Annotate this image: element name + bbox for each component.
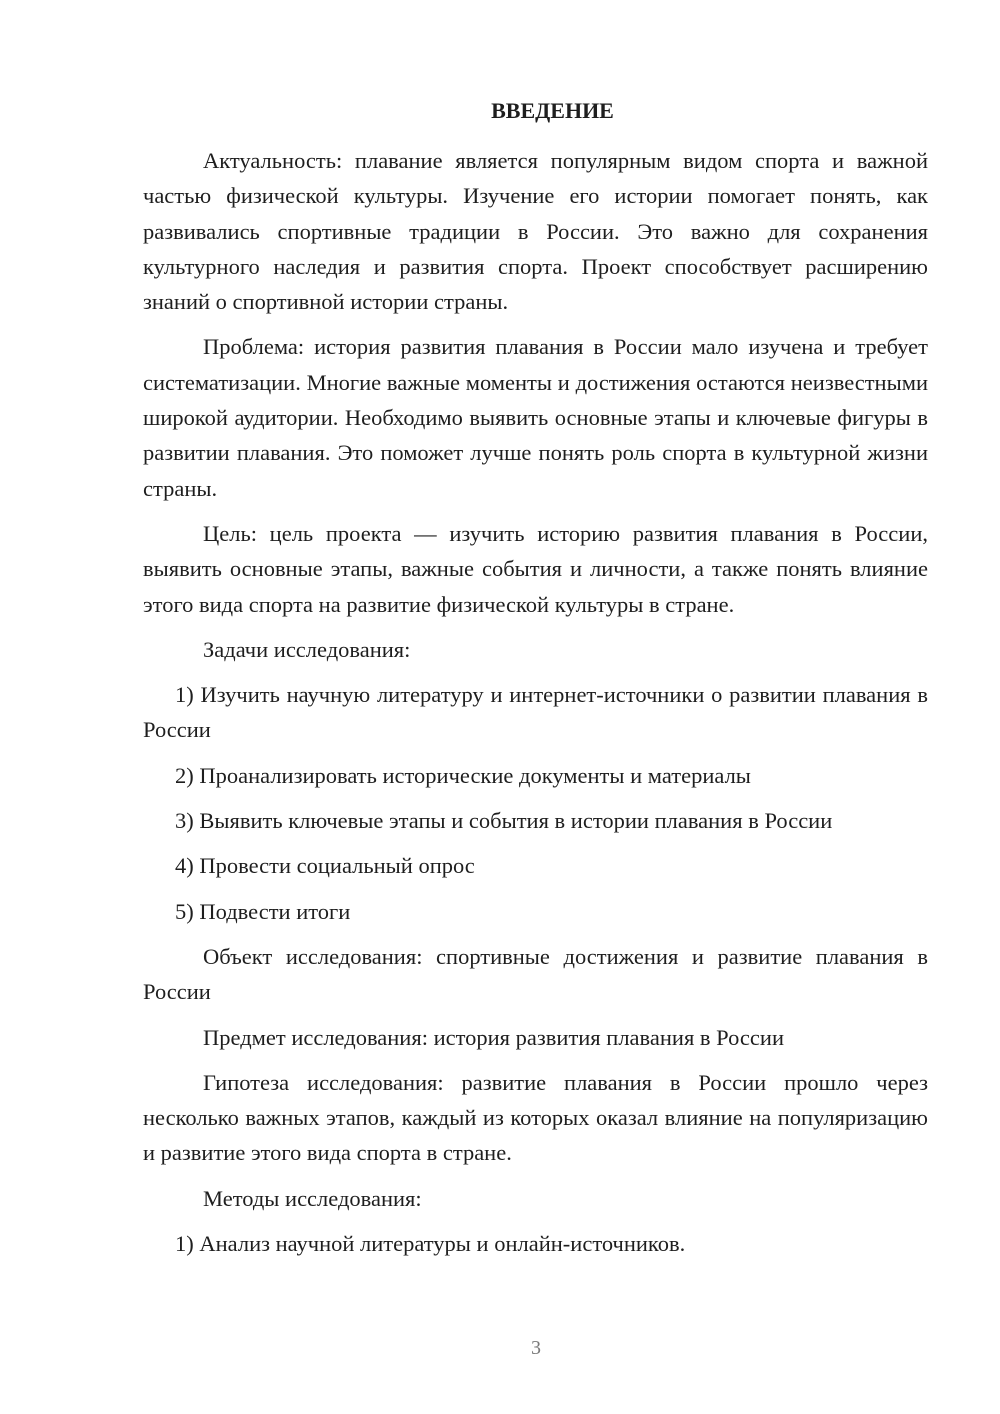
problem-paragraph: Проблема: история развития плавания в России мало изучена и требует систематизации. Многие важные моменты и достижения остаются неизвестными широкой аудитории. Необходимо выявить основные этапы и ключевые фигуры в развитии плавания. Это поможет лучше понять роль спорта в культурной жизни страны. — [143, 334, 928, 501]
section-heading: ВВЕДЕНИЕ — [491, 98, 614, 123]
task-item-1: 1) Изучить научную литературу и интернет-источники о развитии плавания в России — [143, 682, 928, 743]
goal-paragraph: Цель: цель проекта — изучить историю развития плавания в России, выявить основные этапы, важные события и личности, а также понять влияние этого вида спорта на развитие физической культуры в стране. — [143, 520, 928, 617]
subject-paragraph: Предмет исследования: история развития плавания в России — [203, 1024, 784, 1050]
tasks-title: Задачи исследования: — [203, 636, 411, 662]
task-item-2: 2) Проанализировать исторические документы и материалы — [175, 762, 751, 788]
relevance-paragraph: Актуальность: плавание является популярным видом спорта и важной частью физической культуры. Изучение его истории помогает понять, как развивались спортивные традиции в России. Это важно для сохранения культурного наследия и развития спорта. Проект способствует расширению знаний о спортивной истории страны. — [143, 148, 928, 315]
task-item-4: 4) Провести социальный опрос — [175, 853, 475, 879]
method-item-1: 1) Анализ научной литературы и онлайн-источников. — [175, 1231, 686, 1257]
page-number: 3 — [531, 1337, 541, 1359]
object-paragraph: Объект исследования: спортивные достижения и развитие плавания в России — [143, 943, 928, 1005]
hypothesis-paragraph: Гипотеза исследования: развитие плавания в России прошло через несколько важных этапов, каждый из которых оказал влияние на популяризацию и развитие этого вида спорта в стране. — [143, 1069, 928, 1166]
text-body — [143, 93, 928, 1271]
methods-title: Методы исследования: — [203, 1185, 422, 1211]
task-item-5: 5) Подвести итоги — [175, 898, 351, 924]
task-item-3: 3) Выявить ключевые этапы и события в истории плавания в России — [175, 808, 833, 834]
